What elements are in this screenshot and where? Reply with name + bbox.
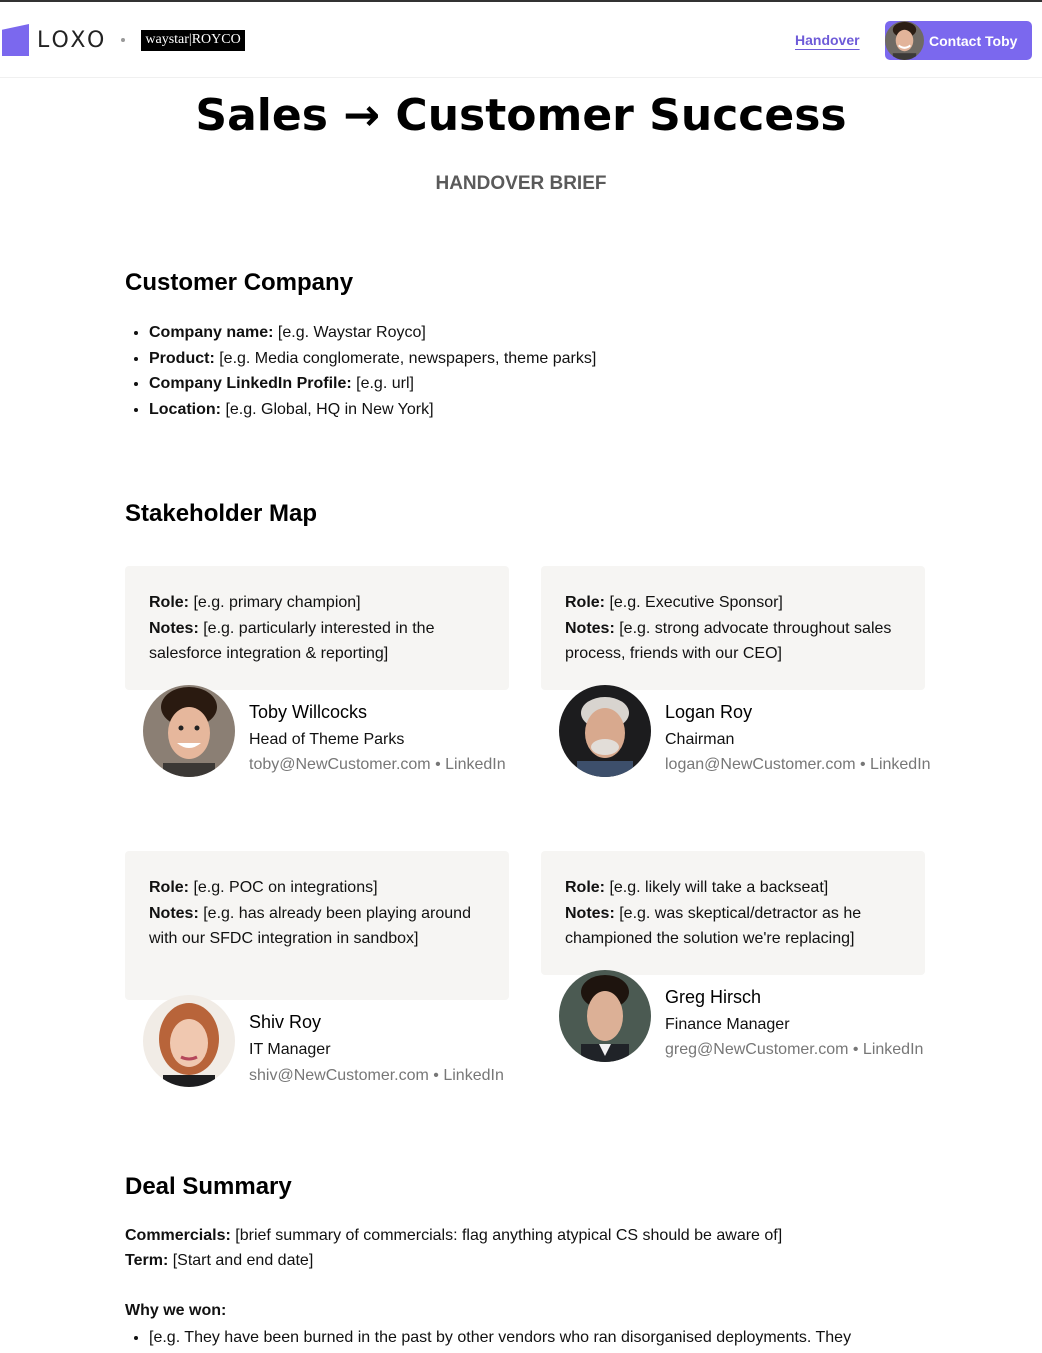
stakeholder-title: Finance Manager: [665, 1016, 790, 1033]
nav-handover-link[interactable]: Handover: [795, 32, 860, 48]
shiv-photo-icon: [143, 995, 235, 1087]
partner-logo: waystar|ROYCO: [141, 30, 244, 51]
toby-avatar-icon: [885, 21, 924, 60]
greg-photo-icon: [559, 970, 651, 1062]
avatar: [559, 970, 651, 1062]
avatar: [559, 685, 651, 777]
company-facts-list: [149, 320, 596, 423]
stakeholder-card-greg: Role: [e.g. likely will take a backseat] Notes: [e.g. was skeptical/detractor as he championed the solution we're replacing]: [541, 851, 925, 975]
stakeholder-card-toby: Role: [e.g. primary champion] Notes: [e.g. particularly interested in the salesforce integration & reporting]: [125, 566, 509, 690]
deal-summary-heading: Deal Summary: [125, 1173, 292, 1200]
stakeholder-map-heading: Stakeholder Map: [125, 500, 318, 527]
page-title: Sales → Customer Success: [195, 90, 847, 141]
stakeholder-email-link[interactable]: shiv@NewCustomer.com: [249, 1067, 429, 1084]
page-subtitle: HANDOVER BRIEF: [435, 173, 607, 194]
stakeholder-contact: greg@NewCustomer.com • LinkedIn: [665, 1041, 924, 1058]
stakeholder-name: Toby Willcocks: [249, 702, 368, 722]
list-item: • Company name: [e.g. Waystar Royco]: [149, 320, 596, 346]
brand-lockup: [2, 24, 245, 56]
commercials-line: Commercials: [brief summary of commercials: flag anything atypical CS should be aware of]: [125, 1227, 783, 1244]
why-we-won-title: Why we won:: [125, 1302, 227, 1319]
stakeholder-contact: logan@NewCustomer.com • LinkedIn: [665, 756, 931, 773]
stakeholder-title: Head of Theme Parks: [249, 731, 405, 748]
stakeholder-linkedin-link[interactable]: LinkedIn: [870, 756, 931, 773]
stakeholder-email-link[interactable]: logan@NewCustomer.com: [665, 756, 856, 773]
avatar: [143, 995, 235, 1087]
brand-separator-dot: [121, 38, 125, 42]
toby-photo-icon: [143, 685, 235, 777]
list-item: • Company LinkedIn Profile: [e.g. url]: [149, 371, 596, 397]
customer-company-heading: Customer Company: [125, 269, 354, 296]
stakeholder-name: Logan Roy: [665, 702, 753, 722]
logan-photo-icon: [559, 685, 651, 777]
stakeholder-card-shiv: Role: [e.g. POC on integrations] Notes: [e.g. has already been playing around with our SFDC integration in sandbox]: [125, 851, 509, 1000]
contact-toby-button[interactable]: [885, 21, 1032, 60]
stakeholder-email-link[interactable]: greg@NewCustomer.com: [665, 1041, 849, 1058]
list-item: • [e.g. They have been burned in the past by other vendors who ran disorganised deployments. They: [149, 1327, 929, 1349]
stakeholder-contact: shiv@NewCustomer.com • LinkedIn: [249, 1067, 504, 1084]
stakeholder-name: Shiv Roy: [249, 1012, 322, 1032]
stakeholder-contact: toby@NewCustomer.com • LinkedIn: [249, 756, 506, 773]
list-item: • Location: [e.g. Global, HQ in New York]: [149, 397, 596, 423]
avatar: [143, 685, 235, 777]
stakeholder-linkedin-link[interactable]: LinkedIn: [445, 756, 506, 773]
stakeholder-name: Greg Hirsch: [665, 987, 762, 1007]
stakeholder-title: Chairman: [665, 731, 735, 748]
contact-button-label: Contact Toby: [929, 32, 1018, 49]
stakeholder-email-link[interactable]: toby@NewCustomer.com: [249, 756, 431, 773]
why-we-won-list: [149, 1327, 929, 1349]
top-nav-bar: [0, 2, 1042, 78]
term-line: Term: [Start and end date]: [125, 1252, 314, 1269]
stakeholder-linkedin-link[interactable]: LinkedIn: [443, 1067, 504, 1084]
list-item: • Product: [e.g. Media conglomerate, newspapers, theme parks]: [149, 346, 596, 372]
stakeholder-card-logan: Role: [e.g. Executive Sponsor] Notes: [e.g. strong advocate throughout sales process, friends with our CEO]: [541, 566, 925, 690]
stakeholder-linkedin-link[interactable]: LinkedIn: [862, 1041, 924, 1058]
avatar: [885, 21, 924, 60]
stakeholder-title: IT Manager: [249, 1041, 331, 1058]
loxo-logo-icon: [2, 24, 29, 56]
loxo-wordmark: LOXO: [37, 27, 108, 53]
